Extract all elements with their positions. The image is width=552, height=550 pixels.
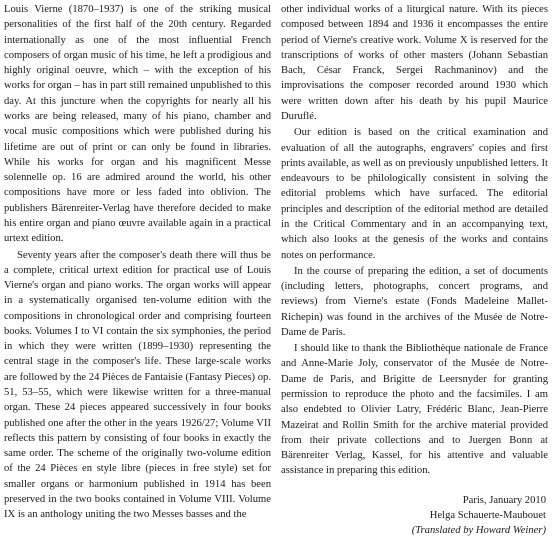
left-column bbox=[4, 2, 271, 523]
right-column bbox=[281, 2, 548, 539]
text-columns bbox=[4, 2, 548, 539]
author-name: Helga Schauerte-Maubouet bbox=[429, 510, 546, 522]
continuation-paragraph: other individual works of a liturgical nature. With its pieces composed between 1894 and 1936 it encompasses the entire period of Vierne's creative work. Volume X is reserved for the transcriptions of works of other masters (Johann Sebastian Bach, César Franck, Sergei Rachmaninov) and the improvisations the composer recorded around 1930 which were written down after his death by his pupil Maurice Duruflé. bbox=[281, 4, 548, 122]
signature-block bbox=[281, 493, 548, 539]
translator-credit: (Translated by Howard Weiner) bbox=[411, 525, 546, 537]
place-date: Paris, January 2010 bbox=[462, 494, 546, 506]
edition-paragraph: Seventy years after the composer's death there will thus be a complete, critical urtext edition for practical use of Louis Vierne's organ and piano works. The organ works will appear in a systematically organised ten-volume edition with the compositions in chronological order and comprising fourteen books. Volumes I to VI contain the six symphonies, the period in which they were written (1899–1930) representing the central stage in the composer's life. These large-scale works are followed by the 24 Pièces de Fantaisie (Fantasy Pieces) op. 51, 53–55, which were likewise written for a three-manual organ. These 24 pieces appeared successively in four books published one after the other in the years 1926/27; Volume VII reflects this pattern by consisting of four books in exactly the same order. The scheme of the originally two-volume edition of the 24 Pièces en style libre (pieces in free style) set for smaller organs or harmonium published in 1914 has been preserved in the two books contained in Volume VIII. Volume IX is an anthology uniting the two Messes basses and the bbox=[4, 249, 271, 521]
documents-paragraph: In the course of preparing the edition, a set of documents (including letters, photographs, concert programs, and reviews) from Vierne's estate (Fonds Madeleine Mallet-Richepin) was found in the archives of the Musée de Notre-Dame de Paris. bbox=[281, 265, 548, 338]
intro-paragraph: Louis Vierne (1870–1937) is one of the striking musical personalities of the first half of the 20th century. Regarded internationally as one of the most influential French composers of organ music of his time, he left a prodigious and highly original oeuvre, which – with the exception of his works for organ – has in part still remained unpublished to this day. At this juncture when the copyrights for nearly all his works are being released, many of his piano, chamber and vocal music compositions which were published during his lifetime are out of print or can only be found in libraries. While his works for organ and his magnificent Messe solennelle op. 16 are admired around the world, his other compositions have more or less faded into oblivion. The publishers Bärenreiter-Verlag have therefore decided to make his entire organ and piano œuvre available again in a practical urtext edition. bbox=[4, 4, 271, 245]
method-paragraph: Our edition is based on the critical examination and evaluation of all the autographs, engravers' copies and first prints available, as well as on previously unpublished letters. It endeavours to be philologically consistent in solving the editorial problems which have surfaced. The editorial principles and description of the editorial method are detailed in the Critical Commentary and in an accompanying text, which also looks at the genesis of the works and contains notes on performance. bbox=[281, 127, 548, 261]
acknowledgements-paragraph: I should like to thank the Bibliothèque nationale de France and Anne-Marie Joly, conservator of the Musée de Notre-Dame de Paris, and Brigitte de Leersnyder for granting permission to reproduce the photo and the facsimiles. I am also endebted to Olivier Latry, Frédéric Blanc, Jean-Pierre Mazeirat and Rollin Smith for the archive material provided from their private collections and to Juergen Bonn at Bärenreiter Verlag, Kassel, for his attentive and valuable assistance in preparing this edition. bbox=[281, 343, 548, 477]
